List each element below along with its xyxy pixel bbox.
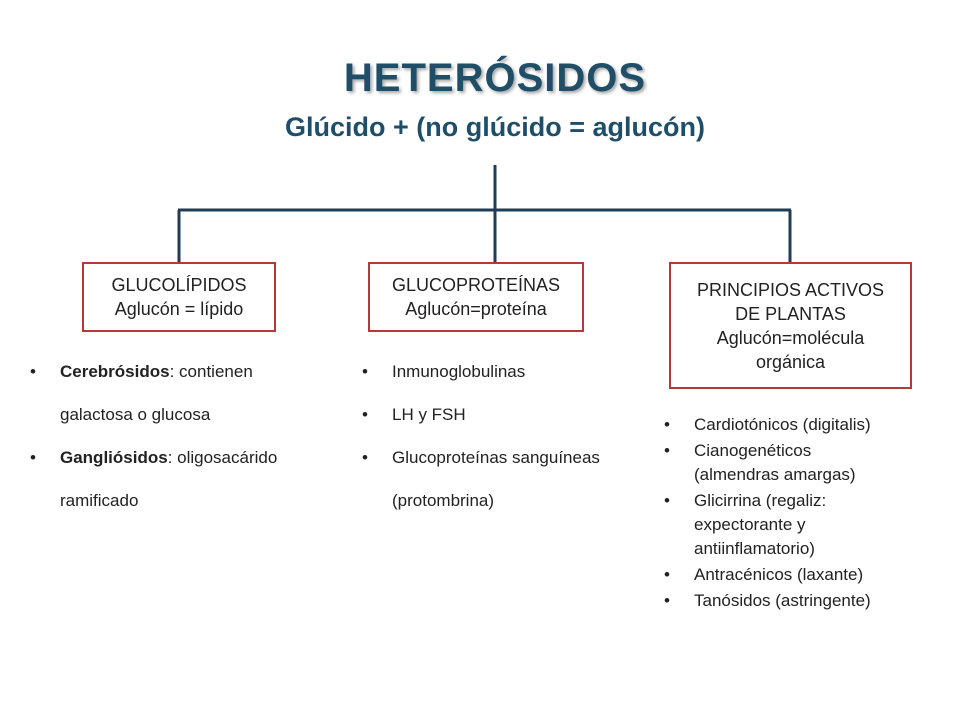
- box-glucolipidos: [82, 262, 276, 332]
- list-item-text: LH y FSH: [392, 405, 466, 424]
- list-item: [362, 436, 662, 522]
- list-item-text: Tanósidos (astringente): [694, 591, 871, 610]
- box-glucolipidos-line2: Aglucón = lípido: [114, 299, 244, 319]
- list-item: [664, 413, 954, 437]
- box-glucoproteinas-line2: Aglucón=proteína: [405, 299, 547, 319]
- list-item: [30, 350, 350, 436]
- list-glucoproteinas: [362, 350, 662, 522]
- list-item: [664, 589, 954, 613]
- box-glucolipidos-line1: GLUCOLÍPIDOS: [111, 275, 247, 295]
- list-item-text: Glicirrina (regaliz:: [694, 491, 827, 510]
- list-item-text: Antracénicos (laxante): [694, 565, 864, 584]
- list-item: [664, 439, 954, 487]
- list-item-text: Cianogenéticos: [694, 441, 812, 460]
- diagram-title: HETERÓSIDOS: [343, 56, 647, 100]
- list-item-continuation: expectorante y: [694, 515, 806, 534]
- diagram-subtitle: Glúcido + (no glúcido = aglucón): [284, 112, 705, 142]
- list-item-text: Inmunoglobulinas: [392, 362, 526, 381]
- list-glucolipidos: [30, 350, 350, 522]
- list-item-continuation: antiinflamatorio): [694, 539, 815, 558]
- list-item: [362, 393, 662, 436]
- list-item-continuation: galactosa o glucosa: [60, 405, 211, 424]
- list-item: [664, 563, 954, 587]
- list-item-term: Gangliósidos: [60, 448, 168, 467]
- list-item-continuation: (almendras amargas): [694, 465, 856, 484]
- list-item-text: : oligosacárido: [167, 448, 278, 467]
- list-item: [30, 436, 350, 522]
- list-item-text: : contienen: [169, 362, 253, 381]
- box-plantas-line1: PRINCIPIOS ACTIVOS: [696, 279, 885, 300]
- box-glucoproteinas-line1: GLUCOPROTEÍNAS: [391, 275, 561, 295]
- box-glucoproteinas: [368, 262, 584, 332]
- list-item: [362, 350, 662, 393]
- box-plantas-line2: DE PLANTAS: [735, 303, 846, 324]
- list-item-text: Cardiotónicos (digitalis): [694, 415, 871, 434]
- list-item-continuation: (protombrina): [392, 491, 495, 510]
- list-plantas: [664, 413, 954, 615]
- box-plantas-line3: Aglucón=molécula: [716, 327, 865, 348]
- list-item-term: Cerebrósidos: [60, 362, 170, 381]
- box-principios-activos: [669, 262, 912, 389]
- list-item-continuation: ramificado: [60, 491, 139, 510]
- list-item: [664, 489, 954, 561]
- box-plantas-line4: orgánica: [755, 351, 826, 372]
- list-item-text: Glucoproteínas sanguíneas: [392, 448, 600, 467]
